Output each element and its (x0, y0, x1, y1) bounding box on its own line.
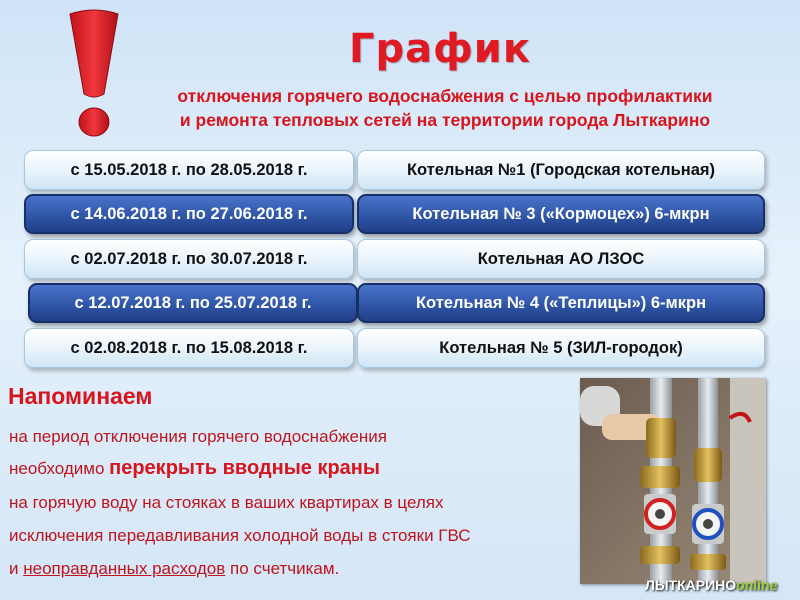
schedule-period: с 02.08.2018 г. по 15.08.2018 г. (24, 328, 354, 368)
page-title: График (349, 26, 531, 72)
subtitle-line-1: отключения горячего водоснабжения с целью профилактики (177, 86, 713, 106)
watermark-main: ЛЫТКАРИНО (645, 577, 737, 593)
valve-meter-illustration (580, 378, 766, 584)
schedule-boiler: Котельная № 4 («Теплицы») 6-мкрн (357, 283, 765, 323)
schedule-period: с 14.06.2018 г. по 27.06.2018 г. (24, 194, 354, 234)
reminder-line-4: исключения передавливания холодной воды в стояки ГВС (9, 526, 471, 545)
schedule-row (0, 150, 800, 190)
valve-meter-photo (580, 378, 766, 584)
schedule-boiler: Котельная №1 (Городская котельная) (357, 150, 765, 190)
schedule-row (0, 283, 800, 323)
schedule-boiler: Котельная АО ЛЗОС (357, 239, 765, 279)
reminder-line-2 (9, 457, 380, 480)
schedule-period: с 02.07.2018 г. по 30.07.2018 г. (24, 239, 354, 279)
reminder-line-1: на период отключения горячего водоснабжения (9, 427, 387, 446)
reminder-line-5 (9, 559, 339, 579)
schedule-period: с 15.05.2018 г. по 28.05.2018 г. (24, 150, 354, 190)
watermark-suffix: online (736, 577, 778, 593)
schedule-boiler: Котельная № 3 («Кормоцех») 6-мкрн (357, 194, 765, 234)
reminder-line-5-prefix: и (9, 559, 24, 578)
subtitle-line-2: и ремонта тепловых сетей на территории города Лыткарино (179, 110, 711, 130)
reminder-line-3: на горячую воду на стояках в ваших квартирах в целях (9, 493, 444, 512)
schedule-period: с 12.07.2018 г. по 25.07.2018 г. (28, 283, 358, 323)
schedule-boiler: Котельная № 5 (ЗИЛ-городок) (357, 328, 765, 368)
schedule-row (0, 194, 800, 234)
reminder-underlined: неоправданных расходов (23, 559, 226, 578)
reminder-line-5-suffix: по счетчикам. (225, 559, 340, 578)
reminder-line-2-prefix: необходимо (9, 459, 110, 478)
schedule-row (0, 239, 800, 279)
reminder-emphasis: перекрыть вводные краны (109, 457, 380, 479)
reminder-heading: Напоминаем (8, 383, 153, 409)
site-watermark (645, 577, 777, 593)
schedule-row (0, 328, 800, 368)
